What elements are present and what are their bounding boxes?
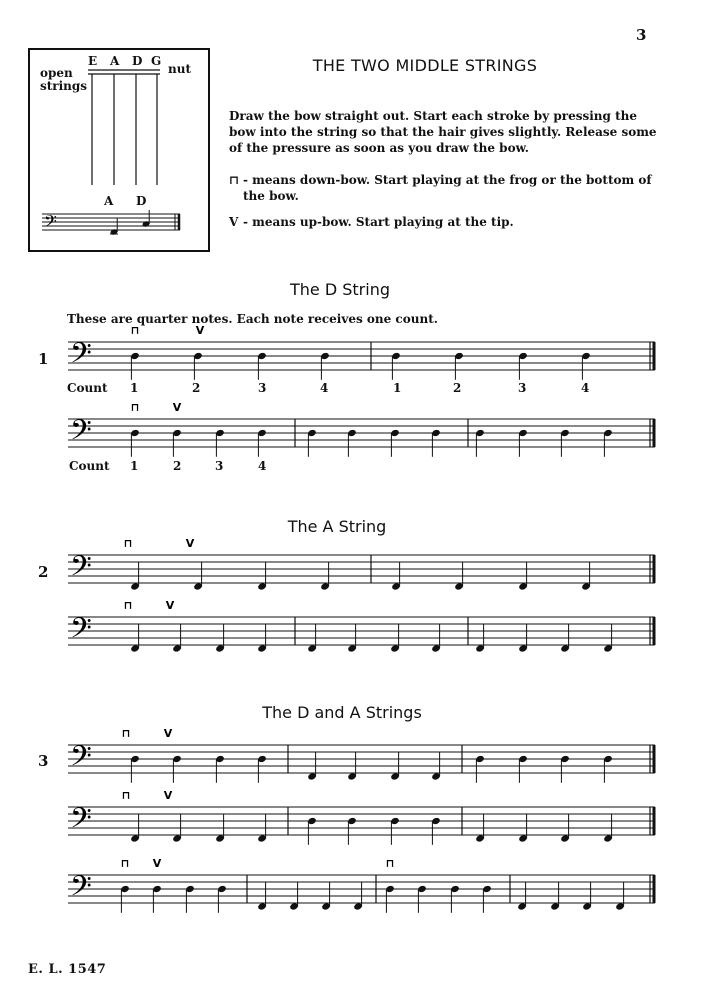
section-title-d-string: The D String	[290, 280, 390, 299]
page-title: THE TWO MIDDLE STRINGS	[312, 56, 538, 75]
up-bow-mark: V	[163, 727, 173, 740]
down-bow-explanation: - means down-bow. Start playing at the frog or the bottom of the bow.	[243, 173, 652, 203]
bass-clef-icon: 𝄢	[70, 550, 92, 590]
down-bow-mark: ⊓	[121, 727, 131, 740]
count-number: 3	[215, 459, 224, 473]
bass-clef-icon: 𝄢	[70, 802, 92, 842]
diagram-nut-label: nut	[168, 62, 191, 76]
up-bow-mark: V	[185, 537, 195, 550]
down-bow-mark: ⊓	[120, 857, 130, 870]
page-number: 3	[636, 26, 647, 44]
count-number: 1	[393, 381, 402, 395]
count-number: 3	[258, 381, 267, 395]
string-name-a: A	[110, 54, 120, 68]
count-label-line2: Count	[69, 459, 110, 473]
count-number: 4	[581, 381, 590, 395]
exercise-number-3: 3	[38, 752, 49, 770]
svg-text:𝄢: 𝄢	[44, 211, 57, 235]
note-name-d: D	[136, 194, 147, 208]
up-bow-mark: V	[195, 324, 205, 337]
down-bow-symbol: ⊓	[229, 173, 240, 187]
down-bow-mark: ⊓	[385, 857, 395, 870]
bass-clef-icon: 𝄢	[70, 414, 92, 454]
up-bow-mark: V	[152, 857, 162, 870]
down-bow-mark: ⊓	[130, 401, 140, 414]
section-title-d-and-a-strings: The D and A Strings	[262, 703, 422, 722]
count-number: 1	[130, 459, 139, 473]
count-number: 2	[453, 381, 462, 395]
note-name-a: A	[104, 194, 114, 208]
bass-clef-icon: 𝄢	[70, 870, 92, 910]
exercise-number-1: 1	[38, 350, 49, 368]
section-title-a-string: The A String	[287, 517, 387, 536]
bass-clef-icon: 𝄢	[70, 612, 92, 652]
bass-clef-icon: 𝄢	[70, 337, 92, 377]
string-name-d: D	[132, 54, 143, 68]
down-bow-mark: ⊓	[121, 789, 131, 802]
count-label-line1: Count	[67, 381, 108, 395]
diagram-strings-label: strings	[40, 79, 88, 93]
edition-code: E. L. 1547	[28, 962, 107, 977]
quarter-note-caption: These are quarter notes. Each note receives one count.	[67, 312, 438, 326]
diagram-open-label: open	[40, 66, 73, 80]
down-bow-mark: ⊓	[123, 537, 133, 550]
exercise-number-2: 2	[38, 563, 49, 581]
up-bow-mark: V	[165, 599, 175, 612]
count-number: 2	[192, 381, 201, 395]
count-number: 2	[173, 459, 182, 473]
string-name-e: E	[88, 54, 98, 68]
up-bow-symbol: V	[229, 215, 239, 229]
bass-clef-icon: 𝄢	[70, 740, 92, 780]
string-name-g: G	[151, 54, 162, 68]
count-number: 4	[320, 381, 329, 395]
down-bow-mark: ⊓	[123, 599, 133, 612]
count-number: 4	[258, 459, 267, 473]
up-bow-mark: V	[172, 401, 182, 414]
down-bow-mark: ⊓	[130, 324, 140, 337]
count-number: 1	[130, 381, 139, 395]
count-number: 3	[518, 381, 527, 395]
up-bow-mark: V	[163, 789, 173, 802]
up-bow-explanation: - means up-bow. Start playing at the tip.	[243, 215, 514, 229]
intro-paragraph: Draw the bow straight out. Start each stroke by pressing the bow into the string so that the hair gives slightly. Release some of the pressure as soon as you draw the bow.	[229, 109, 657, 155]
